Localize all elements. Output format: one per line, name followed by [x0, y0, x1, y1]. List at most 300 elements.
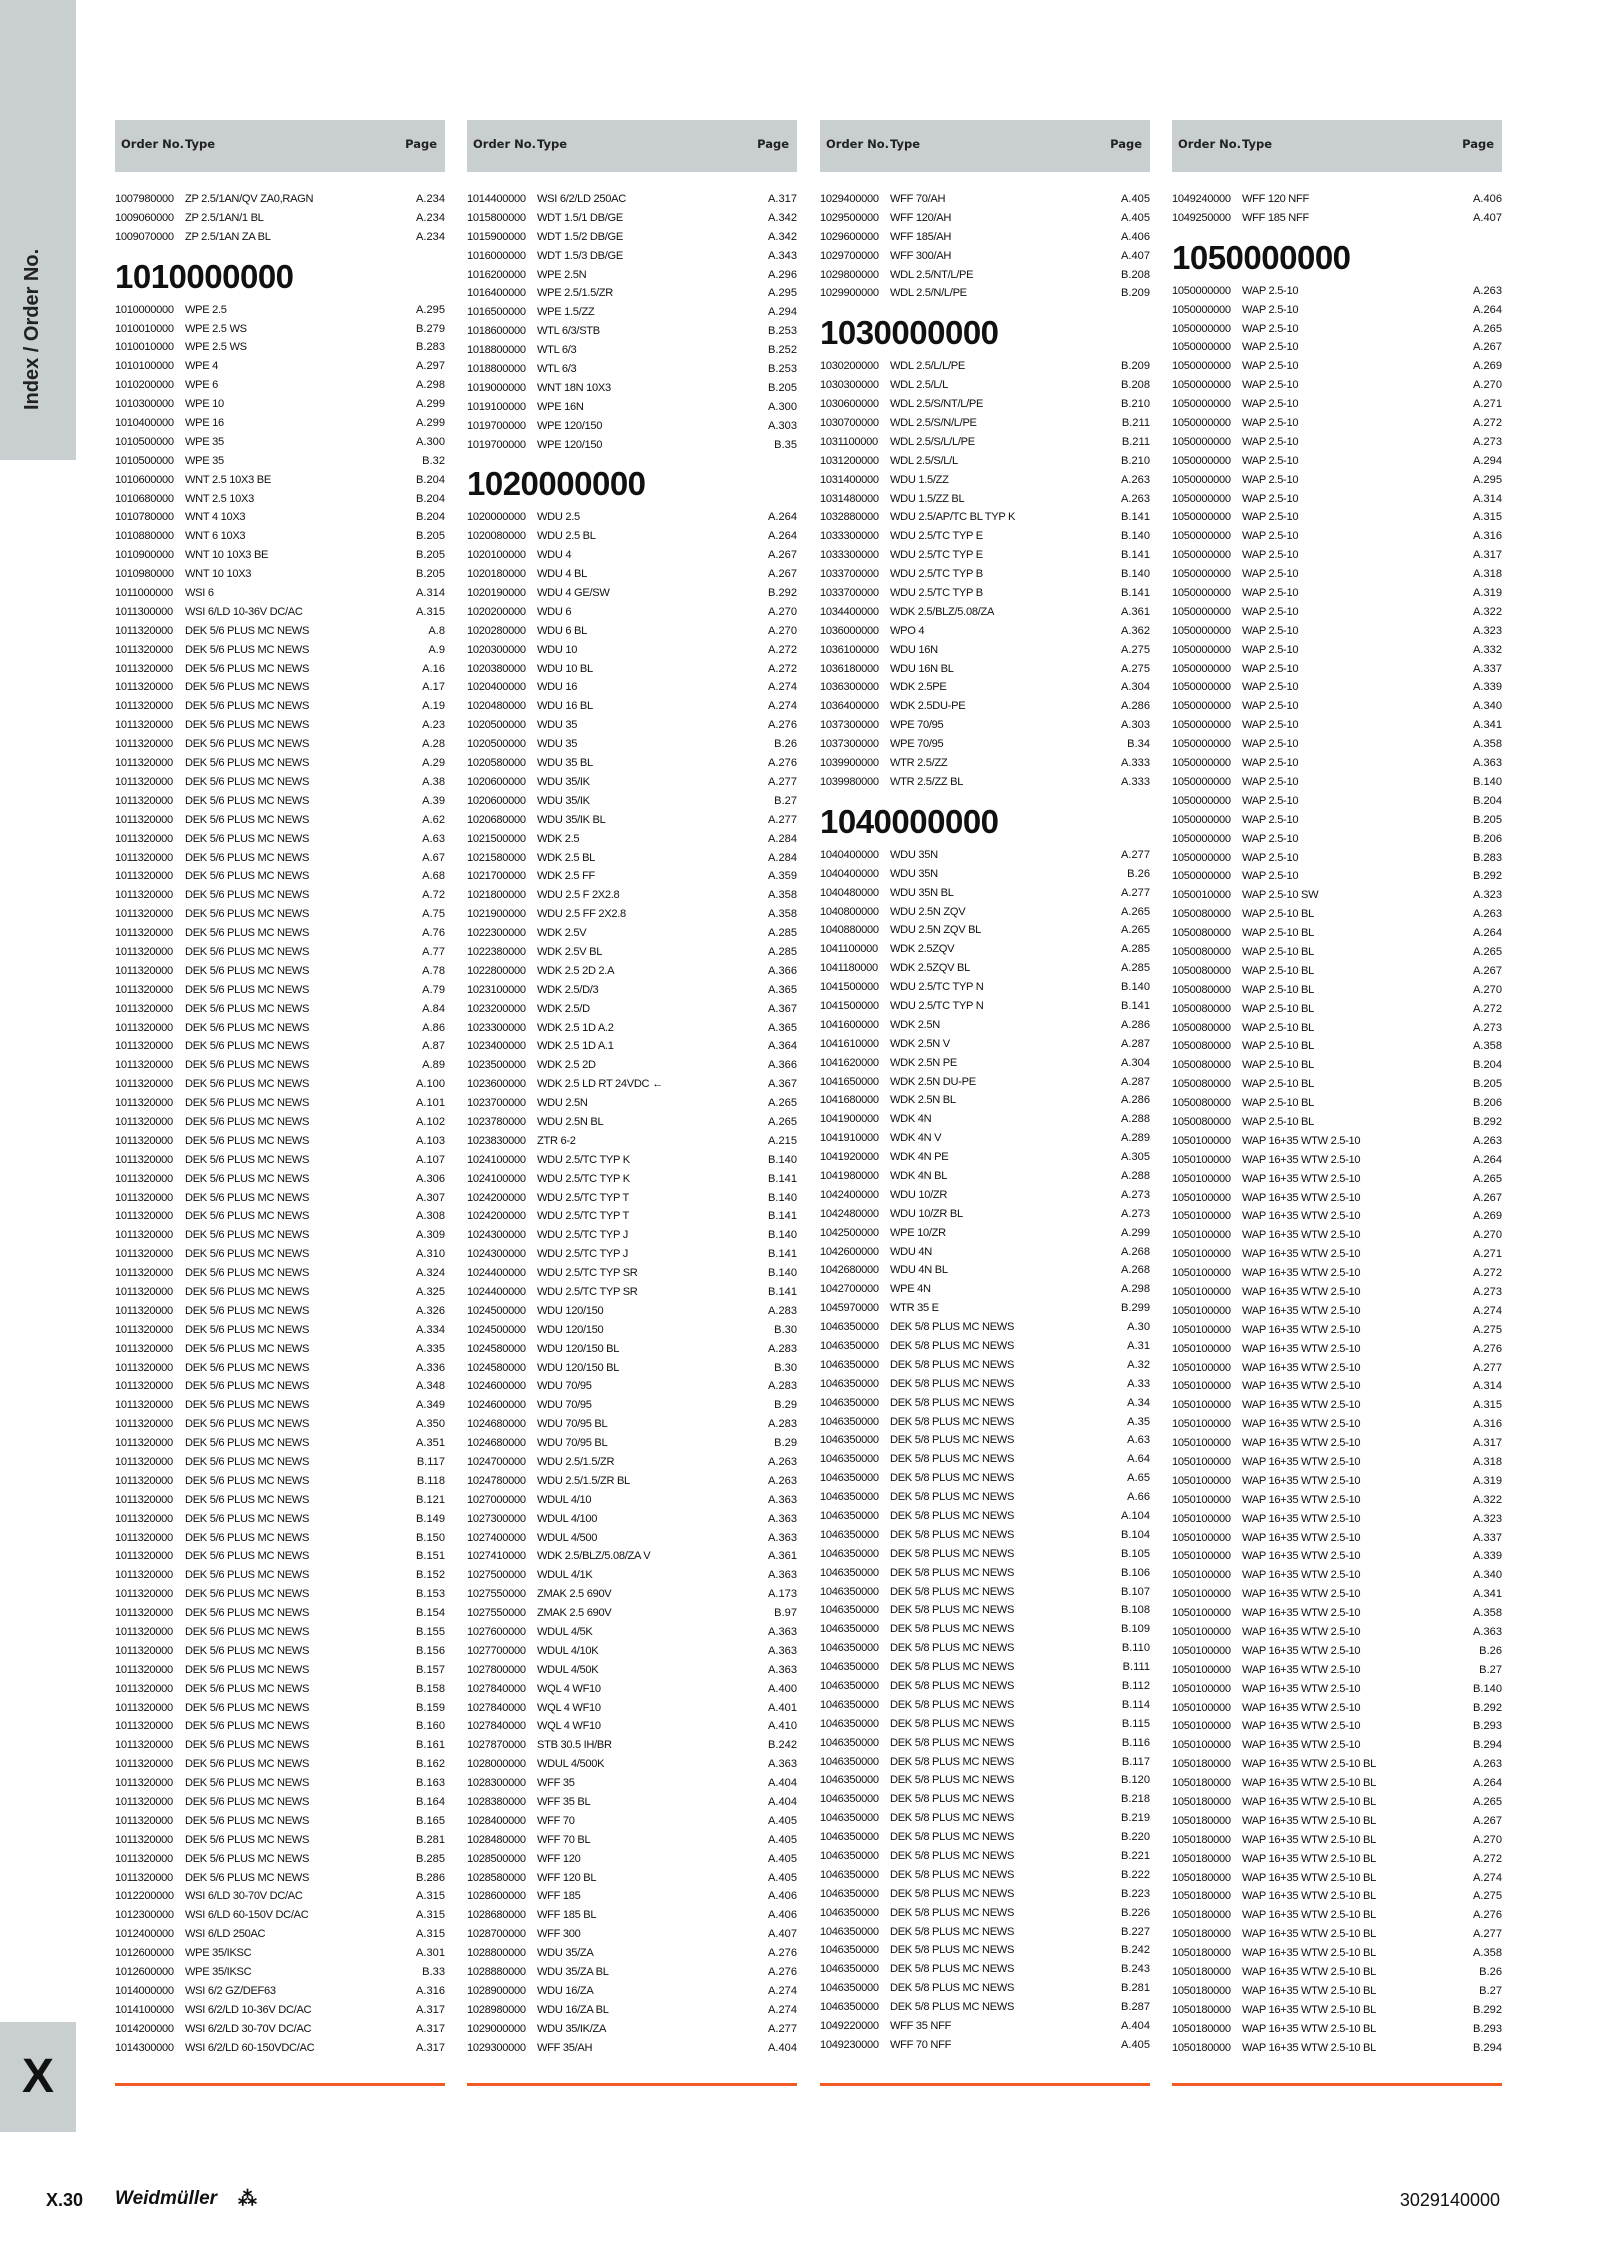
- order-no-cell: 1042700000: [820, 1283, 879, 1296]
- table-row: [467, 1189, 797, 1208]
- type-cell: WAP 16+35 WTW 2.5-10: [1242, 1248, 1361, 1261]
- type-cell: WFF 35: [537, 1777, 575, 1790]
- page-cell: B.140: [768, 1191, 797, 1204]
- table-row: [1172, 338, 1502, 357]
- type-cell: WDK 4N: [890, 1113, 932, 1126]
- table-row: [467, 303, 797, 322]
- type-cell: DEK 5/6 PLUS MC NEWS: [185, 1701, 310, 1714]
- type-cell: ZP 2.5/1AN/1 BL: [185, 211, 264, 224]
- order-no-cell: 1031200000: [820, 454, 879, 467]
- page-cell: B.205: [416, 549, 445, 562]
- page-cell: A.101: [416, 1097, 445, 1110]
- table-row: [820, 1073, 1150, 1092]
- order-no-cell: 1011320000: [115, 1153, 173, 1166]
- type-cell: WDU 16N: [890, 643, 938, 656]
- table-row: [1172, 1019, 1502, 1038]
- page-cell: A.283: [768, 1380, 797, 1393]
- type-cell: DEK 5/6 PLUS MC NEWS: [185, 1229, 310, 1242]
- type-cell: DEK 5/6 PLUS MC NEWS: [185, 1153, 310, 1166]
- order-no-cell: 1041180000: [820, 962, 878, 975]
- table-row: [467, 735, 797, 754]
- type-cell: WDU 2.5 F 2X2.8: [537, 889, 620, 902]
- order-no-cell: 1010010000: [115, 341, 174, 354]
- type-cell: WFF 185/AH: [890, 230, 952, 243]
- table-row: [115, 2001, 445, 2020]
- table-row: [1172, 357, 1502, 376]
- table-row: [115, 1925, 445, 1944]
- table-row: [1172, 395, 1502, 414]
- page-cell: B.26: [1479, 1966, 1502, 1979]
- type-cell: WFF 35 NFF: [890, 2020, 952, 2033]
- section-letter: X: [21, 2050, 54, 2103]
- order-no-cell: 1050100000: [1172, 1418, 1231, 1431]
- page-cell: A.264: [1473, 927, 1502, 940]
- order-no-cell: 1046350000: [820, 1604, 879, 1617]
- page-cell: A.263: [1121, 492, 1150, 505]
- table-row: [1172, 622, 1502, 641]
- page-cell: B.279: [416, 322, 445, 335]
- page-cell: A.407: [1121, 249, 1150, 262]
- type-cell: WQL 4 WF10: [537, 1701, 601, 1714]
- order-no-cell: 1024780000: [467, 1474, 526, 1487]
- column-header: [820, 120, 1150, 172]
- page-cell: B.226: [1121, 1906, 1150, 1919]
- page-cell: A.406: [1473, 193, 1502, 205]
- order-no-cell: 1041680000: [820, 1094, 879, 1107]
- order-no-cell: 1050000000: [1172, 587, 1231, 600]
- table-row: [467, 1340, 797, 1359]
- order-no-cell: 1011320000: [115, 1437, 173, 1450]
- table-row: [820, 1790, 1150, 1809]
- type-cell: DEK 5/8 PLUS MC NEWS: [890, 1698, 1015, 1711]
- page-cell: A.215: [768, 1134, 797, 1147]
- table-row: [467, 209, 797, 228]
- table-row: [467, 981, 797, 1000]
- order-no-cell: 1011320000: [115, 851, 173, 864]
- type-cell: WDL 2.5/L/L/PE: [890, 360, 965, 373]
- order-no-cell: 1028300000: [467, 1777, 526, 1790]
- type-cell: WDU 1.5/ZZ BL: [890, 492, 965, 505]
- page-cell: A.274: [768, 1984, 797, 1997]
- order-no-cell: 1050100000: [1172, 1304, 1231, 1317]
- table-row: [1172, 924, 1502, 943]
- type-cell: WAP 16+35 WTW 2.5-10 BL: [1242, 1890, 1376, 1903]
- type-cell: ZTR 6-2: [537, 1134, 576, 1147]
- order-no-cell: 1042480000: [820, 1207, 879, 1220]
- type-cell: WAP 2.5-10 BL: [1242, 1059, 1314, 1072]
- table-row: [820, 433, 1150, 452]
- table-row: [467, 228, 797, 247]
- table-row: [467, 811, 797, 830]
- order-no-cell: 1042680000: [820, 1264, 879, 1277]
- type-cell: WSI 6/2/LD 30-70V DC/AC: [185, 2022, 312, 2035]
- page-cell: A.363: [768, 1512, 797, 1525]
- type-cell: DEK 5/6 PLUS MC NEWS: [185, 1115, 310, 1128]
- table-row: [1172, 565, 1502, 584]
- order-no-cell: 1050180000: [1172, 1833, 1231, 1846]
- table-row: [1172, 867, 1502, 886]
- page-cell: B.220: [1121, 1831, 1150, 1844]
- type-cell: WDUL 4/500: [537, 1531, 598, 1544]
- page-cell: A.284: [768, 851, 797, 864]
- page-cell: B.33: [422, 1966, 445, 1979]
- order-no-cell: 1019700000: [467, 419, 526, 432]
- table-row: [1172, 1000, 1502, 1019]
- table-row: [115, 1944, 445, 1963]
- order-no-cell: 1050100000: [1172, 1248, 1231, 1261]
- table-row: [467, 773, 797, 792]
- type-cell: WDT 1.5/1 DB/GE: [537, 211, 623, 224]
- table-row: [1172, 1132, 1502, 1151]
- table-row: [467, 1566, 797, 1585]
- type-cell: WAP 2.5-10: [1242, 587, 1299, 600]
- table-row: [467, 2001, 797, 2020]
- order-no-cell: 1050000000: [1172, 398, 1231, 411]
- page-cell: A.263: [1473, 284, 1502, 297]
- type-cell: WDU 2.5: [537, 511, 580, 524]
- type-cell: DEK 5/6 PLUS MC NEWS: [185, 1456, 310, 1468]
- page-cell: B.208: [1121, 268, 1150, 281]
- table-row: [115, 338, 445, 357]
- type-cell: WFF 185 BL: [537, 1909, 597, 1922]
- page-cell: B.253: [768, 325, 797, 338]
- type-cell: WPE 4: [185, 360, 219, 373]
- type-cell: WNT 10 10X3: [185, 568, 252, 581]
- type-cell: WNT 2.5 10X3 BE: [185, 473, 271, 486]
- order-no-cell: 1050000000: [1172, 757, 1231, 770]
- page-cell: B.109: [1121, 1623, 1150, 1636]
- order-no-cell: 1011320000: [115, 1399, 173, 1412]
- order-no-cell: 1046350000: [820, 1680, 879, 1693]
- page-cell: A.285: [1121, 962, 1150, 975]
- order-no-cell: 1046350000: [820, 1396, 879, 1409]
- order-no-cell: 1041620000: [820, 1056, 879, 1069]
- type-cell: WTL 6/3: [537, 344, 577, 357]
- page-cell: B.118: [416, 1474, 445, 1487]
- table-row: [820, 1394, 1150, 1413]
- table-row: [115, 1510, 445, 1529]
- type-cell: WDU 2.5 BL: [537, 530, 596, 543]
- order-no-cell: 1014300000: [115, 2041, 174, 2054]
- order-no-cell: 1050000000: [1172, 700, 1231, 713]
- order-no-cell: 1011320000: [115, 832, 173, 845]
- type-cell: WDU 2.5/TC TYP N: [890, 981, 984, 994]
- type-cell: WAP 16+35 WTW 2.5-10: [1242, 1569, 1361, 1582]
- order-no-cell: 1041920000: [820, 1151, 879, 1164]
- table-row: [1172, 716, 1502, 735]
- type-cell: DEK 5/6 PLUS MC NEWS: [185, 643, 310, 656]
- type-cell: DEK 5/6 PLUS MC NEWS: [185, 662, 310, 675]
- page-cell: A.276: [1473, 1342, 1502, 1355]
- type-cell: WAP 2.5-10: [1242, 719, 1299, 732]
- order-no-cell: 1050000000: [1172, 473, 1231, 486]
- page-cell: A.273: [1473, 1285, 1502, 1298]
- table-row: [820, 209, 1150, 228]
- table-row: [820, 1526, 1150, 1545]
- page-cell: A.400: [768, 1682, 797, 1695]
- page-cell: A.339: [1473, 1550, 1502, 1563]
- order-no-cell: 1020000000: [467, 511, 526, 524]
- order-no-cell: 1046350000: [820, 1510, 879, 1522]
- order-no-cell: 1050180000: [1172, 1871, 1231, 1884]
- type-cell: ZP 2.5/1AN/QV ZA0,RAGN: [185, 193, 314, 205]
- order-no-cell: 1030200000: [820, 360, 879, 373]
- order-no-cell: 1050180000: [1172, 1966, 1231, 1979]
- table-row: [1172, 1812, 1502, 1831]
- page-cell: A.333: [1121, 775, 1150, 788]
- order-no-cell: 1029700000: [820, 249, 879, 262]
- page-cell: B.110: [1121, 1642, 1150, 1655]
- page-cell: A.270: [768, 605, 797, 618]
- order-no-cell: 1011320000: [115, 1758, 173, 1771]
- column-rows: [820, 190, 1150, 2055]
- order-no-cell: 1036100000: [820, 643, 879, 656]
- order-no-cell: 1011320000: [115, 681, 173, 694]
- type-cell: WFF 185: [537, 1890, 581, 1903]
- order-no-cell: 1041600000: [820, 1018, 879, 1031]
- table-row: [820, 660, 1150, 679]
- order-no-cell: 1011320000: [115, 775, 173, 788]
- page-cell: A.274: [1473, 1871, 1502, 1884]
- table-row: [467, 1755, 797, 1774]
- table-row: [820, 1413, 1150, 1432]
- type-cell: WPE 35: [185, 435, 224, 448]
- table-row: [115, 678, 445, 697]
- table-row: [820, 1809, 1150, 1828]
- order-no-cell: 1050100000: [1172, 1229, 1231, 1242]
- order-no-cell: 1050000000: [1172, 360, 1231, 373]
- type-cell: DEK 5/8 PLUS MC NEWS: [890, 1963, 1015, 1976]
- type-cell: WDU 16/ZA BL: [537, 2003, 609, 2016]
- page-cell: A.263: [1473, 1134, 1502, 1147]
- page-cell: B.151: [416, 1550, 445, 1563]
- table-row: [115, 209, 445, 228]
- order-no-cell: 1011320000: [115, 1248, 173, 1261]
- order-no-cell: 1033700000: [820, 587, 879, 600]
- table-row: [1172, 962, 1502, 981]
- type-cell: DEK 5/8 PLUS MC NEWS: [890, 1906, 1015, 1919]
- page-cell: A.275: [1473, 1323, 1502, 1336]
- page-cell: B.105: [1121, 1547, 1150, 1560]
- type-cell: WAP 16+35 WTW 2.5-10: [1242, 1512, 1361, 1525]
- table-row: [115, 1453, 445, 1472]
- page-cell: A.316: [1473, 1418, 1502, 1431]
- page-cell: A.297: [416, 360, 445, 373]
- order-no-cell: 1012600000: [115, 1947, 174, 1960]
- table-row: [467, 565, 797, 584]
- table-row: [1172, 603, 1502, 622]
- page-cell: A.273: [1473, 435, 1502, 448]
- page-cell: A.401: [768, 1701, 797, 1714]
- table-row: [820, 1545, 1150, 1564]
- page-cell: B.108: [1121, 1604, 1150, 1617]
- order-no-cell: 1042600000: [820, 1245, 879, 1258]
- type-cell: WDU 2.5/TC TYP B: [890, 587, 983, 600]
- page-cell: B.223: [1121, 1887, 1150, 1900]
- type-cell: WAP 2.5-10 BL: [1242, 1078, 1314, 1091]
- order-no-cell: 1042400000: [820, 1188, 879, 1201]
- table-row: [115, 1075, 445, 1094]
- type-cell: WQL 4 WF10: [537, 1720, 601, 1733]
- table-row: [467, 1056, 797, 1075]
- table-row: [115, 1642, 445, 1661]
- column-header: [115, 120, 445, 172]
- page-cell: A.289: [1121, 1132, 1150, 1145]
- type-cell: DEK 5/8 PLUS MC NEWS: [890, 1831, 1015, 1844]
- type-cell: WAP 2.5-10: [1242, 417, 1299, 430]
- page-cell: A.358: [1473, 738, 1502, 751]
- page-cell: A.286: [1121, 700, 1150, 713]
- order-no-cell: 1050000000: [1172, 303, 1231, 316]
- order-no-cell: 1040400000: [820, 867, 879, 880]
- table-row: [115, 527, 445, 546]
- page-cell: B.299: [1121, 1302, 1150, 1315]
- order-no-cell: 1027550000: [467, 1607, 526, 1620]
- order-no-cell: 1020280000: [467, 624, 526, 637]
- type-cell: WAP 2.5-10 BL: [1242, 945, 1314, 958]
- page-cell: A.283: [768, 1418, 797, 1431]
- page-cell: A.405: [1121, 193, 1150, 205]
- type-cell: WDK 2.5V: [537, 927, 587, 940]
- page-cell: A.323: [1473, 889, 1502, 902]
- type-cell: WDK 2.5: [537, 832, 580, 845]
- type-cell: WAP 16+35 WTW 2.5-10: [1242, 1191, 1361, 1204]
- table-row: [115, 1661, 445, 1680]
- page-cell: A.267: [768, 568, 797, 581]
- order-no-cell: 1018800000: [467, 363, 526, 376]
- type-cell: DEK 5/6 PLUS MC NEWS: [185, 1380, 310, 1393]
- table-row: [467, 1925, 797, 1944]
- type-cell: WAP 2.5-10: [1242, 284, 1299, 297]
- type-cell: WFF 35/AH: [537, 2041, 593, 2054]
- order-no-cell: 1046350000: [820, 1755, 879, 1768]
- page-cell: A.264: [768, 511, 797, 524]
- page-cell: A.294: [1473, 454, 1502, 467]
- order-no-cell: 1050000000: [1172, 662, 1231, 675]
- order-no-cell: 1033300000: [820, 549, 879, 562]
- table-row: [1172, 433, 1502, 452]
- type-cell: WDU 35/ZA: [537, 1947, 594, 1960]
- type-cell: DEK 5/6 PLUS MC NEWS: [185, 1569, 310, 1582]
- type-cell: WDU 16 BL: [537, 700, 593, 713]
- header-type: Type: [1242, 137, 1273, 151]
- order-no-cell: 1050080000: [1172, 964, 1231, 977]
- page-cell: A.366: [768, 964, 797, 977]
- table-row: [467, 716, 797, 735]
- type-cell: WDU 6: [537, 605, 572, 618]
- type-cell: WAP 16+35 WTW 2.5-10 BL: [1242, 1833, 1376, 1846]
- page-cell: A.272: [1473, 1852, 1502, 1865]
- type-cell: WAP 2.5-10: [1242, 757, 1299, 770]
- type-cell: DEK 5/6 PLUS MC NEWS: [185, 681, 310, 694]
- table-row: [115, 773, 445, 792]
- type-cell: WDK 2.5V BL: [537, 945, 603, 958]
- type-cell: WAP 16+35 WTW 2.5-10: [1242, 1342, 1361, 1355]
- order-no-cell: 1011320000: [115, 1267, 173, 1280]
- table-row: [467, 1037, 797, 1056]
- order-no-cell: 1028400000: [467, 1814, 526, 1827]
- header-page: Page: [405, 137, 437, 151]
- order-no-cell: 1021500000: [467, 832, 526, 845]
- page-cell: A.362: [1121, 624, 1150, 637]
- order-no-cell: 1011320000: [115, 1361, 173, 1374]
- order-no-cell: 1050080000: [1172, 1115, 1231, 1128]
- page-cell: B.204: [416, 511, 445, 524]
- type-cell: DEK 5/6 PLUS MC NEWS: [185, 964, 310, 977]
- page-cell: A.63: [1127, 1434, 1150, 1447]
- table-row: [467, 1075, 797, 1094]
- type-cell: DEK 5/6 PLUS MC NEWS: [185, 1852, 310, 1865]
- order-no-cell: 1046350000: [820, 1868, 879, 1881]
- type-cell: WDK 4N PE: [890, 1151, 949, 1164]
- page-cell: B.117: [1121, 1755, 1150, 1768]
- page-cell: A.283: [768, 1304, 797, 1317]
- type-cell: WDU 70/95 BL: [537, 1437, 608, 1450]
- type-cell: WFF 120 NFF: [1242, 193, 1309, 205]
- table-row: [820, 1677, 1150, 1696]
- table-row: [1172, 2039, 1502, 2058]
- page-cell: A.267: [1473, 1191, 1502, 1204]
- order-no-cell: 1037300000: [820, 719, 879, 732]
- type-cell: WAP 2.5-10 BL: [1242, 1040, 1314, 1053]
- type-cell: WDK 2.5N V: [890, 1037, 950, 1050]
- order-no-cell: 1046350000: [820, 1321, 879, 1334]
- table-row: [820, 997, 1150, 1016]
- table-row: [115, 1623, 445, 1642]
- page-cell: A.349: [416, 1399, 445, 1412]
- table-row: [820, 678, 1150, 697]
- order-no-cell: 1050100000: [1172, 1682, 1231, 1695]
- order-no-cell: 1011320000: [115, 983, 173, 996]
- order-no-cell: 1007980000: [115, 193, 174, 205]
- page-cell: A.286: [1121, 1094, 1150, 1107]
- order-no-cell: 1028980000: [467, 2003, 526, 2016]
- table-row: [467, 641, 797, 660]
- table-row: [820, 1658, 1150, 1677]
- page-cell: A.299: [416, 398, 445, 411]
- page-cell: A.404: [1121, 2020, 1150, 2033]
- type-cell: DEK 5/6 PLUS MC NEWS: [185, 1550, 310, 1563]
- type-cell: WAP 16+35 WTW 2.5-10: [1242, 1153, 1361, 1166]
- type-cell: WDU 16: [537, 681, 578, 694]
- type-cell: DEK 5/8 PLUS MC NEWS: [890, 1736, 1015, 1749]
- table-row: [1172, 1604, 1502, 1623]
- order-no-cell: 1046350000: [820, 1661, 879, 1674]
- page-cell: A.315: [416, 1909, 445, 1922]
- type-cell: WAP 16+35 WTW 2.5-10: [1242, 1456, 1361, 1468]
- type-cell: WAP 2.5-10: [1242, 662, 1299, 675]
- order-no-cell: 1046350000: [820, 1925, 879, 1938]
- order-no-cell: 1050000000: [1172, 605, 1231, 618]
- page-cell: A.365: [768, 983, 797, 996]
- type-cell: WDK 2.5/D/3: [537, 983, 599, 996]
- table-row: [820, 1601, 1150, 1620]
- type-cell: WAP 16+35 WTW 2.5-10: [1242, 1739, 1361, 1752]
- page-cell: A.276: [768, 1966, 797, 1979]
- type-cell: WNT 6 10X3: [185, 530, 246, 543]
- type-cell: WAP 16+35 WTW 2.5-10 BL: [1242, 1852, 1376, 1865]
- type-cell: WAP 2.5-10: [1242, 492, 1299, 505]
- table-row: [1172, 905, 1502, 924]
- page-cell: A.339: [1473, 681, 1502, 694]
- page-cell: B.26: [774, 738, 797, 751]
- table-row: [820, 1469, 1150, 1488]
- type-cell: DEK 5/6 PLUS MC NEWS: [185, 1078, 310, 1091]
- type-cell: WDU 2.5/TC TYP J: [537, 1248, 628, 1261]
- type-cell: DEK 5/6 PLUS MC NEWS: [185, 1191, 310, 1204]
- page-cell: A.365: [768, 1021, 797, 1034]
- type-cell: DEK 5/6 PLUS MC NEWS: [185, 1097, 310, 1110]
